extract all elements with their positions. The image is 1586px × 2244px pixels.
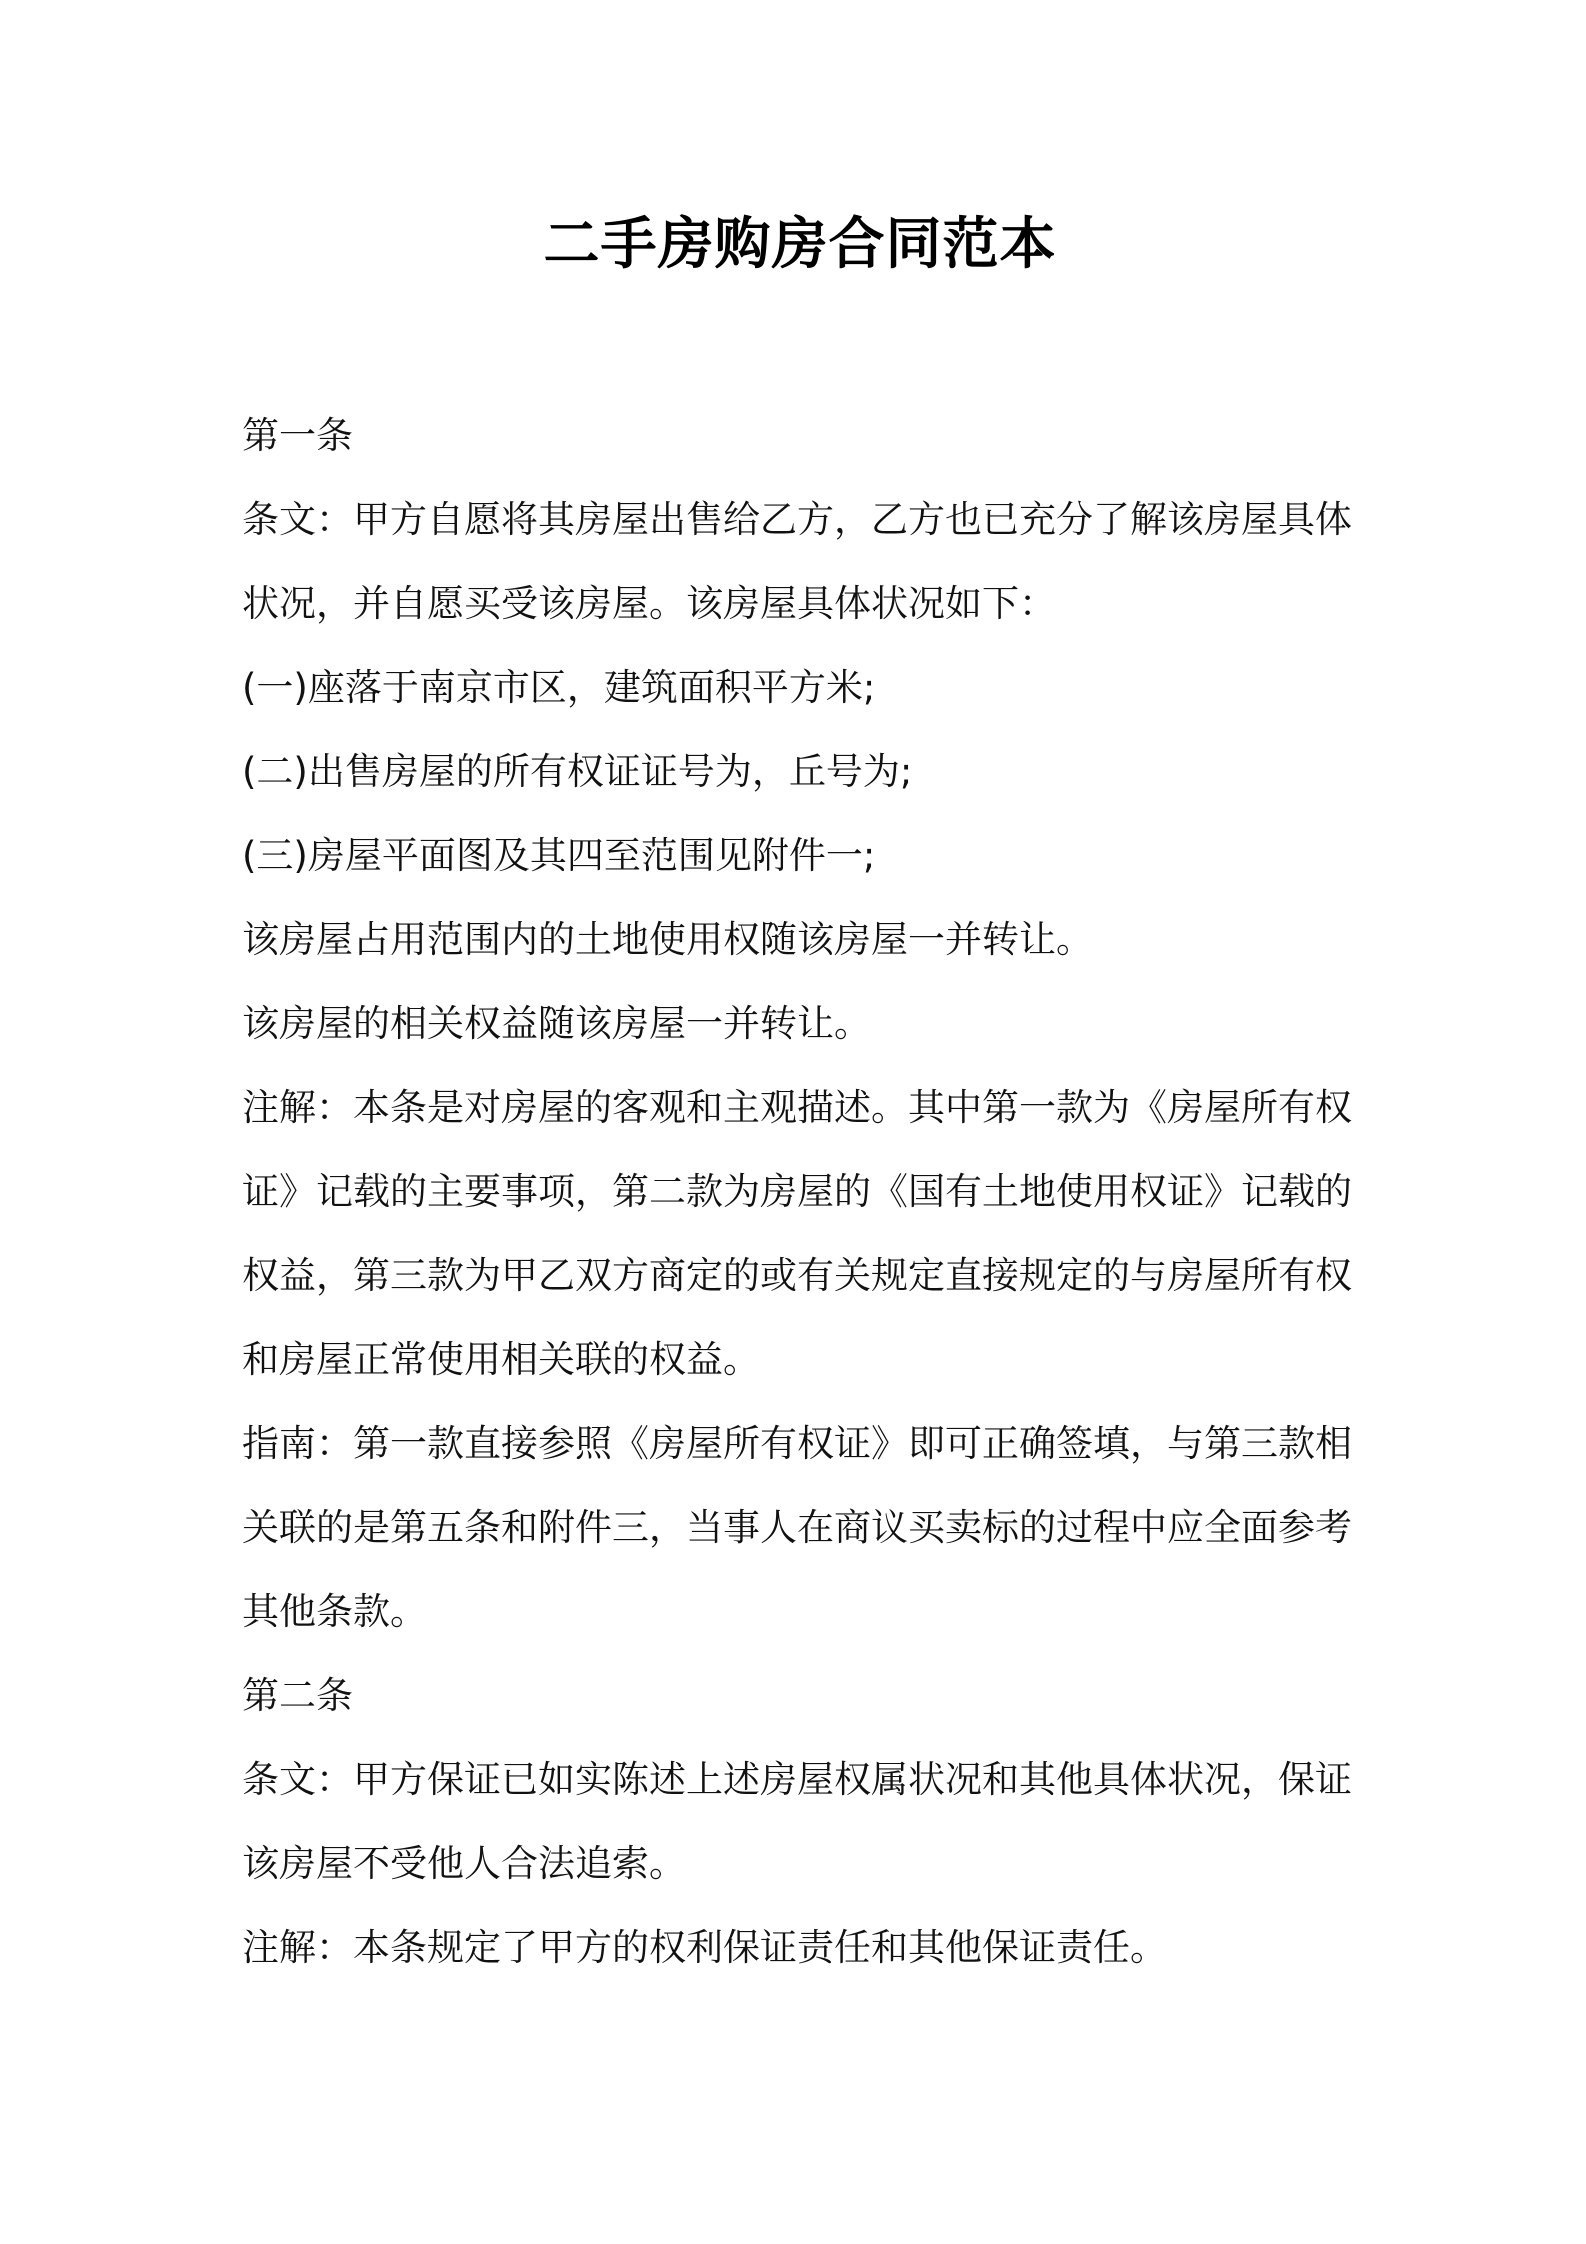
paragraph-line: 权益，第三款为甲乙双方商定的或有关规定直接规定的与房屋所有权: [242, 1254, 1352, 1297]
document-body: [242, 394, 1352, 1990]
article-1-rights-note: [242, 982, 1352, 1066]
paragraph-line: (三)房屋平面图及其四至范围见附件一;: [242, 834, 876, 877]
paragraph-line: 条文：甲方保证已如实陈述上述房屋权属状况和其他具体状况，保证: [242, 1758, 1352, 1801]
paragraph-line: 该房屋的相关权益随该房屋一并转让。: [242, 1002, 871, 1045]
article-1-item-1: [242, 646, 1352, 730]
paragraph-line: 条文：甲方自愿将其房屋出售给乙方，乙方也已充分了解该房屋具体: [242, 498, 1352, 541]
article-1-item-2: [242, 730, 1352, 814]
article-2-heading: 第二条: [242, 1674, 353, 1717]
article-1: [242, 394, 1352, 1654]
article-1-guide: [242, 1402, 1352, 1654]
paragraph-line: 该房屋占用范围内的土地使用权随该房屋一并转让。: [242, 918, 1093, 961]
paragraph-line: 状况，并自愿买受该房屋。该房屋具体状况如下：: [242, 582, 1056, 625]
article-2-annotation: [242, 1906, 1352, 1990]
paragraph-line: 该房屋不受他人合法追索。: [242, 1842, 686, 1885]
paragraph-line: 其他条款。: [242, 1590, 427, 1633]
article-1-land-use-note: [242, 898, 1352, 982]
paragraph-line: 证》记载的主要事项，第二款为房屋的《国有土地使用权证》记载的: [242, 1170, 1352, 1213]
article-2-clause-text: [242, 1738, 1352, 1906]
article-1-annotation: [242, 1066, 1352, 1402]
article-2: [242, 1654, 1352, 1990]
article-1-item-3: [242, 814, 1352, 898]
article-1-heading: 第一条: [242, 414, 353, 457]
paragraph-line: 指南：第一款直接参照《房屋所有权证》即可正确签填，与第三款相: [242, 1422, 1352, 1465]
paragraph-line: 注解：本条是对房屋的客观和主观描述。其中第一款为《房屋所有权: [242, 1086, 1352, 1129]
paragraph-line: 关联的是第五条和附件三，当事人在商议买卖标的过程中应全面参考: [242, 1506, 1352, 1549]
paragraph-line: 注解：本条规定了甲方的权利保证责任和其他保证责任。: [242, 1926, 1167, 1969]
article-1-clause-text: [242, 478, 1352, 646]
paragraph-line: 和房屋正常使用相关联的权益。: [242, 1338, 760, 1381]
paragraph-line: (一)座落于南京市区，建筑面积平方米;: [242, 666, 876, 709]
paragraph-line: (二)出售房屋的所有权证证号为，丘号为;: [242, 750, 913, 793]
document-title: 二手房购房合同范本: [543, 212, 1057, 277]
